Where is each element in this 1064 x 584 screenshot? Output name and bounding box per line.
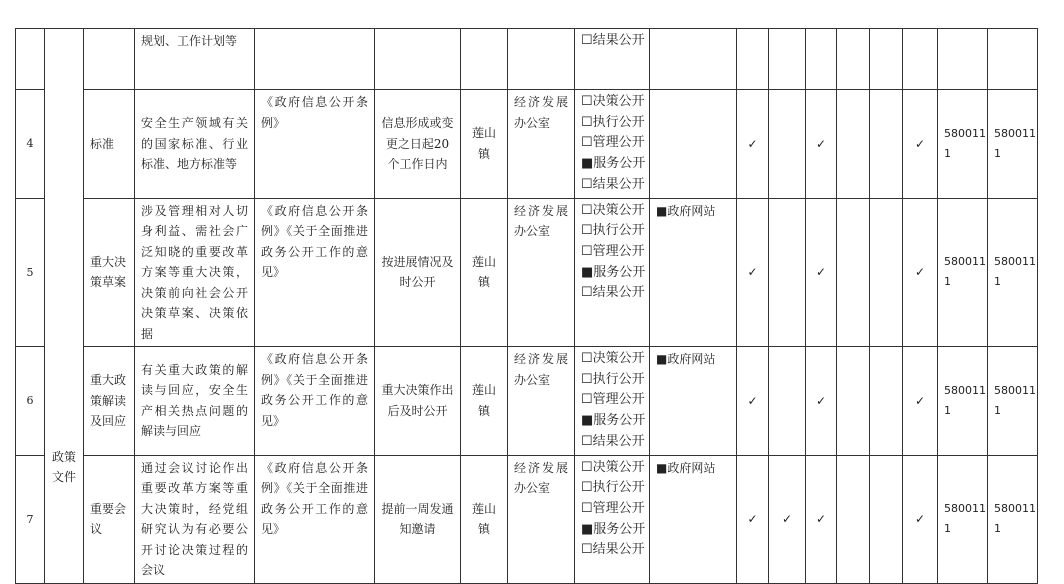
category-label: 政策文件 <box>51 449 76 484</box>
row-index: 5 <box>16 198 45 347</box>
channel-cell <box>650 90 737 199</box>
check-mark-cell: ✓ <box>903 455 938 583</box>
check-mark-cell <box>870 455 903 583</box>
code-cell: 5800111 <box>988 455 1038 583</box>
check-mark-cell <box>737 29 769 90</box>
check-mark-cell: ✓ <box>737 347 769 456</box>
unchecked-box-icon: ☐ <box>581 433 593 449</box>
check-mark-cell <box>769 90 806 199</box>
check-mark-cell: ✓ <box>903 90 938 199</box>
unchecked-box-icon: ☐ <box>581 459 593 475</box>
check-mark-cell: ✓ <box>903 198 938 347</box>
row-index: 4 <box>16 90 45 199</box>
check-mark-cell <box>769 29 806 90</box>
scope-option-label: 服务公开 <box>593 156 646 172</box>
scope-cell <box>575 90 650 199</box>
scope-option[interactable] <box>581 499 643 520</box>
basis-cell <box>255 29 375 90</box>
row-index: 7 <box>16 455 45 583</box>
basis-cell: 《政府信息公开条例》 <box>255 90 375 199</box>
scope-option-label: 决策公开 <box>592 459 645 475</box>
check-mark-cell: ✓ <box>903 347 938 456</box>
scope-cell <box>575 198 650 347</box>
check-mark-cell <box>870 29 903 90</box>
deadline-cell: 重大决策作出后及时公开 <box>375 347 461 456</box>
scope-option-label: 结果公开 <box>592 285 645 301</box>
subject-cell: 莲山镇 <box>461 455 508 583</box>
content-cell: 涉及管理相对人切身利益、需社会广泛知晓的重要改革方案等重大决策，决策前向社会公开决策草案、决策依据 <box>135 198 255 347</box>
check-mark-cell <box>870 90 903 199</box>
table-row <box>16 455 1038 583</box>
unchecked-box-icon: ☐ <box>581 202 593 218</box>
unchecked-box-icon: ☐ <box>581 135 593 151</box>
check-mark-cell: ✓ <box>806 347 837 456</box>
scope-option[interactable] <box>581 221 643 242</box>
code-cell <box>988 29 1038 90</box>
unchecked-box-icon: ☐ <box>581 176 593 192</box>
check-mark-cell: ✓ <box>806 455 837 583</box>
basis-cell: 《政府信息公开条例》《关于全面推进政务公开工作的意见》 <box>255 347 375 456</box>
scope-option-label: 结果公开 <box>592 176 645 192</box>
channel-cell <box>650 29 737 90</box>
scope-option-label: 决策公开 <box>592 351 645 367</box>
item-cell: 重大政策解读及回应 <box>84 347 135 456</box>
content-cell: 规划、工作计划等 <box>135 29 255 90</box>
subject-cell: 莲山镇 <box>461 90 508 199</box>
unchecked-box-icon: ☐ <box>581 33 593 48</box>
scope-option-label: 执行公开 <box>592 114 645 130</box>
checked-box-icon: ■ <box>581 521 594 537</box>
check-mark-cell <box>806 29 837 90</box>
unchecked-box-icon: ☐ <box>581 94 593 109</box>
scope-cell <box>575 455 650 583</box>
channel-cell: ■政府网站 <box>650 198 737 347</box>
code-cell: 5800111 <box>988 90 1038 199</box>
scope-option[interactable] <box>581 370 643 391</box>
check-mark-cell: ✓ <box>737 455 769 583</box>
unchecked-box-icon: ☐ <box>581 392 593 408</box>
deadline-cell: 信息形成或变更之日起20个工作日内 <box>375 90 461 199</box>
unchecked-box-icon: ☐ <box>581 480 593 496</box>
scope-option-label: 决策公开 <box>592 202 645 218</box>
unchecked-box-icon: ☐ <box>581 285 593 301</box>
table-row <box>16 198 1038 347</box>
code-cell: 5800111 <box>988 198 1038 347</box>
scope-option[interactable] <box>581 31 643 52</box>
scope-option[interactable] <box>581 432 643 453</box>
scope-option-label: 结果公开 <box>592 33 645 48</box>
scope-cell <box>575 347 650 456</box>
unchecked-box-icon: ☐ <box>581 243 593 259</box>
deadline-cell <box>375 29 461 90</box>
scope-option[interactable] <box>581 478 643 499</box>
deadline-cell: 按进展情况及时公开 <box>375 198 461 347</box>
scope-option[interactable] <box>581 411 646 432</box>
scope-option-label: 执行公开 <box>592 480 645 496</box>
scope-option[interactable] <box>581 263 646 284</box>
scope-option-label: 管理公开 <box>592 135 645 151</box>
checked-box-icon: ■ <box>581 264 594 280</box>
code-cell: 5800111 <box>988 347 1038 456</box>
scope-cell <box>575 29 650 90</box>
scope-option-label: 服务公开 <box>593 521 646 537</box>
check-mark-cell <box>837 90 870 199</box>
scope-option-label: 服务公开 <box>593 264 646 280</box>
checked-box-icon: ■ <box>581 156 594 172</box>
scope-option-label: 结果公开 <box>592 433 645 449</box>
scope-option-label: 管理公开 <box>592 243 645 259</box>
content-cell: 安全生产领域有关的国家标准、行业标准、地方标准等 <box>135 90 255 199</box>
check-mark-cell <box>837 347 870 456</box>
check-mark-cell <box>903 29 938 90</box>
check-mark-cell: ✓ <box>737 198 769 347</box>
subject-cell: 莲山镇 <box>461 347 508 456</box>
check-mark-cell <box>837 198 870 347</box>
check-mark-cell: ✓ <box>737 90 769 199</box>
scope-option-label: 结果公开 <box>592 542 645 558</box>
item-cell: 重要会议 <box>84 455 135 583</box>
subject-cell: 莲山镇 <box>461 198 508 347</box>
check-mark-cell: ✓ <box>806 90 837 199</box>
channel-cell: ■政府网站 <box>650 455 737 583</box>
scope-option[interactable] <box>581 201 643 222</box>
dept-cell: 经济发展办公室 <box>508 90 575 199</box>
basis-cell: 《政府信息公开条例》《关于全面推进政务公开工作的意见》 <box>255 455 375 583</box>
checked-box-icon: ■ <box>581 413 594 429</box>
scope-option[interactable] <box>581 175 643 196</box>
content-cell: 通过会议讨论作出重要改革方案等重大决策时，经党组研究认为有必要公开讨论决策过程的会议 <box>135 455 255 583</box>
code-cell: 5800111 <box>938 347 988 456</box>
dept-cell: 经济发展办公室 <box>508 198 575 347</box>
scope-option[interactable] <box>581 349 643 370</box>
item-cell <box>84 29 135 90</box>
item-cell: 标准 <box>84 90 135 199</box>
scope-option[interactable] <box>581 520 646 541</box>
code-cell: 5800111 <box>938 455 988 583</box>
scope-option[interactable] <box>581 113 643 134</box>
scope-option[interactable] <box>581 390 643 411</box>
table-row <box>16 29 1038 90</box>
check-mark-cell <box>870 347 903 456</box>
unchecked-box-icon: ☐ <box>581 371 593 387</box>
scope-option[interactable] <box>581 133 643 154</box>
scope-option-label: 执行公开 <box>592 223 645 239</box>
unchecked-box-icon: ☐ <box>581 500 593 516</box>
disclosure-table <box>15 28 1038 584</box>
row-index: 6 <box>16 347 45 456</box>
dept-cell: 经济发展办公室 <box>508 455 575 583</box>
check-mark-cell: ✓ <box>769 455 806 583</box>
scope-option[interactable] <box>581 92 643 113</box>
unchecked-box-icon: ☐ <box>581 351 593 367</box>
category-cell <box>45 29 84 584</box>
item-cell: 重大决策草案 <box>84 198 135 347</box>
check-mark-cell <box>870 198 903 347</box>
scope-option-label: 执行公开 <box>592 371 645 387</box>
scope-option-label: 决策公开 <box>592 94 645 109</box>
unchecked-box-icon: ☐ <box>581 223 593 239</box>
code-cell: 5800111 <box>938 198 988 347</box>
check-mark-cell <box>769 198 806 347</box>
deadline-cell: 提前一周发通知邀请 <box>375 455 461 583</box>
scope-option[interactable] <box>581 458 643 479</box>
dept-cell: 经济发展办公室 <box>508 347 575 456</box>
dept-cell <box>508 29 575 90</box>
check-mark-cell <box>769 347 806 456</box>
scope-option-label: 管理公开 <box>592 392 645 408</box>
row-index <box>16 29 45 90</box>
code-cell <box>938 29 988 90</box>
basis-cell: 《政府信息公开条例》《关于全面推进政务公开工作的意见》 <box>255 198 375 347</box>
check-mark-cell: ✓ <box>806 198 837 347</box>
scope-option[interactable] <box>581 242 643 263</box>
scope-option[interactable] <box>581 540 643 561</box>
unchecked-box-icon: ☐ <box>581 542 593 558</box>
unchecked-box-icon: ☐ <box>581 114 593 130</box>
table-row <box>16 347 1038 456</box>
check-mark-cell <box>837 455 870 583</box>
channel-cell: ■政府网站 <box>650 347 737 456</box>
code-cell: 5800111 <box>938 90 988 199</box>
scope-option[interactable] <box>581 283 643 304</box>
scope-option[interactable] <box>581 154 646 175</box>
subject-cell <box>461 29 508 90</box>
scope-option-label: 服务公开 <box>593 413 646 429</box>
check-mark-cell <box>837 29 870 90</box>
scope-option-label: 管理公开 <box>592 500 645 516</box>
table-row <box>16 90 1038 199</box>
content-cell: 有关重大政策的解读与回应，安全生产相关热点问题的解读与回应 <box>135 347 255 456</box>
